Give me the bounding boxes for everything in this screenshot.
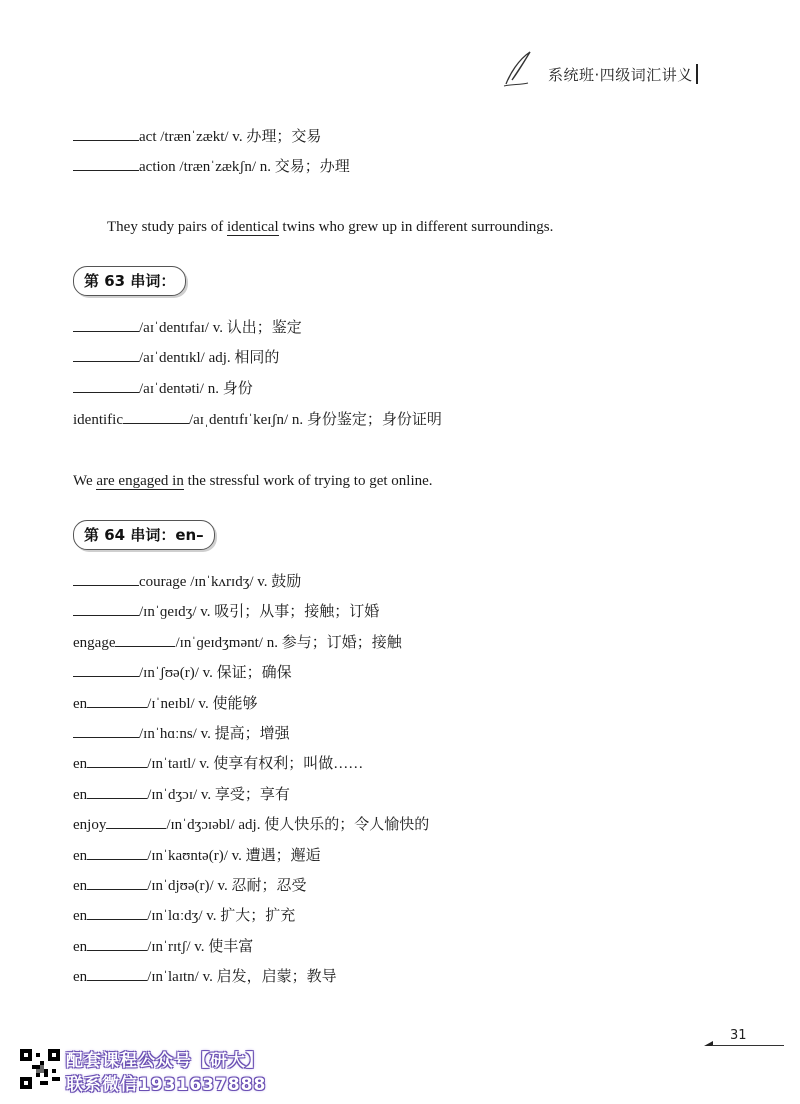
fill-blank bbox=[87, 905, 147, 920]
vocab-line bbox=[73, 571, 301, 592]
entry-text: /ɪnˈɡeɪdʒ/ v. 吸引；从事；接触；订婚 bbox=[139, 604, 380, 620]
entry-text: action /trænˈzækʃn/ n. 交易；办理 bbox=[139, 159, 350, 175]
fill-blank bbox=[87, 753, 147, 768]
section-heading-63: 第 63 串词： bbox=[73, 266, 186, 296]
qr-code-icon bbox=[20, 1049, 60, 1089]
sentence-text: twins who grew up in different surroundings. bbox=[278, 219, 554, 235]
underlined-phrase: are engaged in bbox=[96, 473, 184, 489]
entry-text: /ɪnˈhɑːns/ v. 提高；增强 bbox=[139, 726, 290, 742]
vocab-line bbox=[73, 753, 363, 774]
entry-text: /ɪnˈʃʊə(r)/ v. 保证；确保 bbox=[139, 665, 292, 681]
vocab-line bbox=[73, 378, 253, 399]
example-sentence bbox=[73, 471, 433, 491]
fill-blank bbox=[73, 662, 139, 677]
entry-text: /aɪˈdentəti/ n. 身份 bbox=[139, 381, 253, 397]
entry-prefix: en bbox=[73, 908, 88, 924]
entry-text: /ɪnˈlaɪtn/ v. 启发，启蒙；教导 bbox=[147, 969, 337, 985]
header-divider bbox=[696, 64, 698, 84]
fill-blank bbox=[87, 966, 147, 981]
fill-blank bbox=[123, 409, 189, 424]
entry-prefix: en bbox=[73, 787, 88, 803]
vocab-line bbox=[73, 662, 292, 683]
page-header bbox=[500, 50, 730, 90]
fill-blank bbox=[87, 693, 147, 708]
sentence-text: They study pairs of bbox=[107, 219, 227, 235]
entry-prefix: en bbox=[73, 878, 88, 894]
vocab-line bbox=[73, 409, 442, 430]
fill-blank bbox=[73, 347, 139, 362]
promo-line-2: 联系微信1931637888 bbox=[66, 1075, 267, 1095]
example-sentence bbox=[107, 217, 553, 237]
entry-text: /ɪnˈdʒɔɪəbl/ adj. 使人快乐的；令人愉快的 bbox=[166, 817, 430, 833]
page-number: 31 bbox=[730, 1028, 747, 1043]
vocab-line bbox=[73, 126, 321, 147]
fill-blank bbox=[106, 814, 166, 829]
entry-prefix: en bbox=[73, 756, 88, 772]
vocab-line bbox=[73, 317, 302, 338]
vocab-line bbox=[73, 632, 402, 653]
fill-blank bbox=[73, 601, 139, 616]
entry-text: act /trænˈzækt/ v. 办理；交易 bbox=[139, 129, 322, 145]
page-number-rule bbox=[712, 1045, 784, 1046]
vocab-line bbox=[73, 845, 321, 866]
promo-line-1: 配套课程公众号【研大】 bbox=[66, 1051, 264, 1071]
entry-text: /aɪˌdentɪfɪˈkeɪʃn/ n. 身份鉴定；身份证明 bbox=[188, 412, 442, 428]
vocab-line bbox=[73, 814, 429, 835]
vocab-line bbox=[73, 966, 337, 987]
entry-text: /ɪnˈkaʊntə(r)/ v. 遭遇；邂逅 bbox=[147, 848, 321, 864]
fill-blank bbox=[73, 571, 139, 586]
underlined-word: identical bbox=[226, 219, 279, 235]
fill-blank bbox=[87, 845, 147, 860]
fill-blank bbox=[73, 317, 139, 332]
quill-pen-icon bbox=[500, 50, 540, 88]
entry-text: /ɪnˈdʒɔɪ/ v. 享受；享有 bbox=[147, 787, 290, 803]
entry-text: /aɪˈdentɪkl/ adj. 相同的 bbox=[139, 350, 280, 366]
entry-prefix: en bbox=[73, 848, 88, 864]
vocab-line bbox=[73, 156, 350, 177]
entry-prefix: en bbox=[73, 696, 88, 712]
vocab-line bbox=[73, 347, 279, 368]
vocab-line bbox=[73, 905, 295, 926]
entry-prefix: enjoy bbox=[73, 817, 107, 833]
entry-text: /ɪnˈdjʊə(r)/ v. 忍耐；忍受 bbox=[147, 878, 307, 894]
fill-blank bbox=[73, 126, 139, 141]
vocab-line bbox=[73, 936, 253, 957]
fill-blank bbox=[73, 156, 139, 171]
entry-text: /ɪˈneɪbl/ v. 使能够 bbox=[147, 696, 258, 712]
entry-prefix: en bbox=[73, 939, 88, 955]
entry-text: /aɪˈdentɪfaɪ/ v. 认出；鉴定 bbox=[139, 320, 302, 336]
fill-blank bbox=[115, 632, 175, 647]
vocab-line bbox=[73, 693, 257, 714]
entry-text: /ɪnˈtaɪtl/ v. 使享有权利；叫做…… bbox=[147, 756, 364, 772]
entry-text: /ɪnˈrɪtʃ/ v. 使丰富 bbox=[147, 939, 254, 955]
entry-prefix: en bbox=[73, 969, 88, 985]
section-heading-64: 第 64 串词：en– bbox=[73, 520, 215, 550]
header-title: 系统班·四级词汇讲义 bbox=[548, 66, 693, 84]
fill-blank bbox=[87, 936, 147, 951]
fill-blank bbox=[87, 875, 147, 890]
sentence-text: the stressful work of trying to get online. bbox=[183, 473, 433, 489]
entry-text: courage /ɪnˈkʌrɪdʒ/ v. 鼓励 bbox=[139, 574, 302, 590]
vocab-line bbox=[73, 601, 379, 622]
vocab-line bbox=[73, 875, 307, 896]
entry-text: /ɪnˈlɑːdʒ/ v. 扩大；扩充 bbox=[147, 908, 296, 924]
entry-prefix: engage bbox=[73, 635, 116, 651]
fill-blank bbox=[73, 723, 139, 738]
entry-text: /ɪnˈɡeɪdʒmənt/ n. 参与；订婚；接触 bbox=[175, 635, 402, 651]
vocab-line bbox=[73, 784, 290, 805]
fill-blank bbox=[73, 378, 139, 393]
sentence-text: We bbox=[73, 473, 97, 489]
vocab-line bbox=[73, 723, 290, 744]
entry-prefix: identific bbox=[73, 412, 123, 428]
fill-blank bbox=[87, 784, 147, 799]
